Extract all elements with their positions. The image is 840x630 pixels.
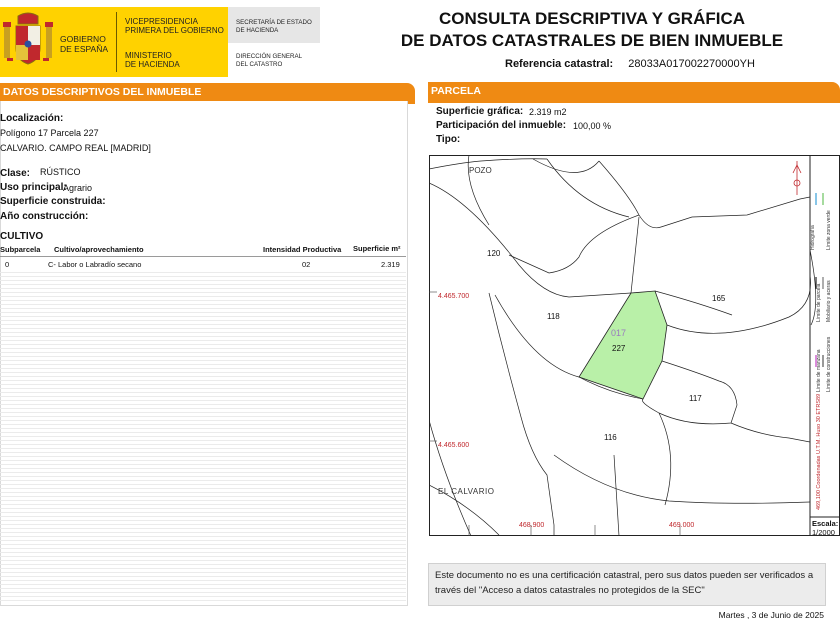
gobierno-label: GOBIERNO DE ESPAÑA xyxy=(60,34,109,54)
map-label-calvario: EL CALVARIO xyxy=(438,487,495,496)
table-stripe xyxy=(0,284,406,285)
table-stripe xyxy=(0,420,406,421)
map-label-227: 227 xyxy=(612,344,626,353)
table-stripe xyxy=(0,444,406,445)
table-stripe xyxy=(0,400,406,401)
map-label-pozo: POZO xyxy=(469,166,492,175)
tipo-label: Tipo: xyxy=(436,134,461,145)
table-stripe xyxy=(0,452,406,453)
table-stripe xyxy=(0,480,406,481)
table-stripe xyxy=(0,456,406,457)
table-stripe xyxy=(0,316,406,317)
table-stripe xyxy=(0,320,406,321)
table-stripe xyxy=(0,508,406,509)
vicepresidencia-label: VICEPRESIDENCIA PRIMERA DEL GOBIERNO xyxy=(125,17,224,35)
table-stripe xyxy=(0,340,406,341)
table-header-rule xyxy=(0,256,406,257)
map-label-120: 120 xyxy=(487,249,501,258)
table-stripe xyxy=(0,524,406,525)
table-stripe xyxy=(0,412,406,413)
participacion-value: 100,00 % xyxy=(573,121,612,131)
map-coord-x2: 469.000 xyxy=(669,522,695,529)
referencia-catastral xyxy=(505,58,755,70)
table-stripe xyxy=(0,364,406,365)
table-stripe xyxy=(0,528,406,529)
table-stripe xyxy=(0,596,406,597)
table-stripe xyxy=(0,440,406,441)
table-stripe xyxy=(0,324,406,325)
row-superficie: 2.319 xyxy=(381,260,400,269)
legend-mobiliario: Mobiliario y aceras xyxy=(826,280,832,322)
table-stripe xyxy=(0,512,406,513)
table-stripe xyxy=(0,584,406,585)
table-stripe xyxy=(0,332,406,333)
table-stripe xyxy=(0,280,406,281)
table-stripe xyxy=(0,560,406,561)
table-stripe xyxy=(0,424,406,425)
map-label-165: 165 xyxy=(712,294,726,303)
superficie-grafica-value: 2.319 m2 xyxy=(529,107,567,117)
col-superficie: Superficie m² xyxy=(353,244,401,253)
secretaria-label: SECRETARÍA DE ESTADO DE HACIENDA xyxy=(236,19,312,34)
table-stripe xyxy=(0,432,406,433)
col-subparcela: Subparcela xyxy=(0,245,41,254)
table-stripe xyxy=(0,304,406,305)
legend-limite-manzana: Límite de manzana xyxy=(816,349,822,392)
disclaimer-note: Este documento no es una certificación catastral, pero sus datos pueden ser verificados a través del "Acceso a datos catastrales no protegidos de la SEC" xyxy=(428,563,826,606)
legend-coords: 469,100 Coordenadas U.T.M. Huso 30 ETRS89 xyxy=(816,393,822,510)
table-stripe xyxy=(0,448,406,449)
table-stripe xyxy=(0,436,406,437)
participacion-label: Participación del inmueble: xyxy=(436,120,567,131)
legend-hidrografia-label: Hidrografía xyxy=(810,225,816,250)
table-stripe xyxy=(0,328,406,329)
table-stripe xyxy=(0,352,406,353)
map-label-017: 017 xyxy=(611,328,627,338)
anio-construccion-label: Año construcción: xyxy=(0,211,89,222)
table-stripe xyxy=(0,396,406,397)
uso-label: Uso principal: xyxy=(0,182,67,193)
legend-limite-construcciones: Límite de construcciones xyxy=(826,336,832,392)
table-stripe xyxy=(0,556,406,557)
row-subparcela: 0 xyxy=(5,260,10,269)
table-stripe xyxy=(0,520,406,521)
uso-value: Agrario xyxy=(63,183,93,193)
table-stripe xyxy=(0,360,406,361)
table-stripe xyxy=(0,532,406,533)
table-stripe xyxy=(0,292,406,293)
table-stripe xyxy=(0,600,406,601)
escala-value: 1/2000 xyxy=(812,528,835,537)
parcela-bar: PARCELA xyxy=(428,82,840,100)
table-stripe xyxy=(0,580,406,581)
legend-zona-verde xyxy=(826,140,832,250)
localizacion-line-1: Polígono 17 Parcela 227 xyxy=(0,128,99,138)
referencia-label: Referencia catastral: xyxy=(505,58,614,70)
table-stripe xyxy=(0,504,406,505)
coat-of-arms-icon xyxy=(2,12,54,68)
table-stripe xyxy=(0,472,406,473)
document-date: Martes , 3 de Junio de 2025 xyxy=(718,610,824,620)
table-stripe xyxy=(0,384,406,385)
right-bar-underline xyxy=(428,100,840,103)
superficie-grafica-label: Superficie gráfica: xyxy=(436,106,524,117)
table-stripe xyxy=(0,476,406,477)
clase-value: RÚSTICO xyxy=(40,167,81,177)
legend-hidrografia xyxy=(810,140,816,250)
table-stripe xyxy=(0,372,406,373)
row-cultivo: C- Labor o Labradío secano xyxy=(48,260,142,269)
page-title xyxy=(372,8,812,52)
title-line-1: CONSULTA DESCRIPTIVA Y GRÁFICA xyxy=(438,9,746,28)
table-stripe xyxy=(0,592,406,593)
table-stripe xyxy=(0,388,406,389)
table-stripe xyxy=(0,308,406,309)
map-label-117: 117 xyxy=(689,394,702,403)
table-stripe xyxy=(0,500,406,501)
table-stripe xyxy=(0,496,406,497)
table-stripe xyxy=(0,484,406,485)
table-stripe xyxy=(0,428,406,429)
table-stripe xyxy=(0,296,406,297)
map-label-118: 118 xyxy=(547,312,560,321)
table-stripe xyxy=(0,288,406,289)
table-stripe xyxy=(0,336,406,337)
legend-limite-parcela: Límite de parcela xyxy=(816,283,822,322)
title-line-2: DE DATOS CATASTRALES DE BIEN INMUEBLE xyxy=(400,31,784,50)
cultivo-label: CULTIVO xyxy=(0,231,44,242)
table-stripe xyxy=(0,568,406,569)
table-stripe xyxy=(0,540,406,541)
map-coord-x1: 468.900 xyxy=(519,522,545,529)
table-stripe xyxy=(0,564,406,565)
table-stripe xyxy=(0,572,406,573)
table-stripe xyxy=(0,492,406,493)
cadastral-map xyxy=(429,155,840,536)
table-stripe xyxy=(0,468,406,469)
table-stripe xyxy=(0,408,406,409)
table-stripe xyxy=(0,552,406,553)
table-stripe xyxy=(0,272,406,273)
ministerio-label: MINISTERIO DE HACIENDA xyxy=(125,51,180,69)
col-cultivo: Cultivo/aprovechamiento xyxy=(54,245,144,254)
legend-zona-verde-label: Límite zona verde xyxy=(826,210,832,250)
table-stripe xyxy=(0,544,406,545)
table-stripe xyxy=(0,416,406,417)
table-stripe xyxy=(0,548,406,549)
table-stripe xyxy=(0,404,406,405)
map-coord-y2: 4.465.600 xyxy=(438,442,470,449)
table-stripe xyxy=(0,368,406,369)
table-stripe xyxy=(0,276,406,277)
table-stripe xyxy=(0,488,406,489)
header-divider xyxy=(116,12,117,72)
clase-label: Clase: xyxy=(0,168,31,179)
datos-descriptivos-bar: DATOS DESCRIPTIVOS DEL INMUEBLE xyxy=(0,83,415,101)
referencia-value: 28033A017002270000YH xyxy=(628,58,755,70)
map-coord-y1: 4.465.700 xyxy=(438,293,470,300)
escala-label: Escala: xyxy=(812,519,839,528)
table-stripe xyxy=(0,536,406,537)
map-label-116: 116 xyxy=(604,433,617,442)
table-stripe xyxy=(0,392,406,393)
table-stripe xyxy=(0,464,406,465)
superficie-construida-label: Superficie construida: xyxy=(0,196,106,207)
table-stripe xyxy=(0,588,406,589)
table-stripe xyxy=(0,356,406,357)
direccion-label: DIRECCIÓN GENERAL DEL CATASTRO xyxy=(236,53,303,68)
table-stripe xyxy=(0,460,406,461)
col-intensidad: Intensidad Productiva xyxy=(263,245,342,254)
row-intensidad: 02 xyxy=(302,260,311,269)
localizacion-line-2: CALVARIO. CAMPO REAL [MADRID] xyxy=(0,143,151,153)
table-stripe xyxy=(0,376,406,377)
table-stripe xyxy=(0,344,406,345)
table-stripe xyxy=(0,576,406,577)
table-stripe xyxy=(0,300,406,301)
table-stripe xyxy=(0,380,406,381)
localizacion-label: Localización: xyxy=(0,113,64,124)
table-stripe xyxy=(0,348,406,349)
table-stripe xyxy=(0,516,406,517)
table-stripe xyxy=(0,312,406,313)
